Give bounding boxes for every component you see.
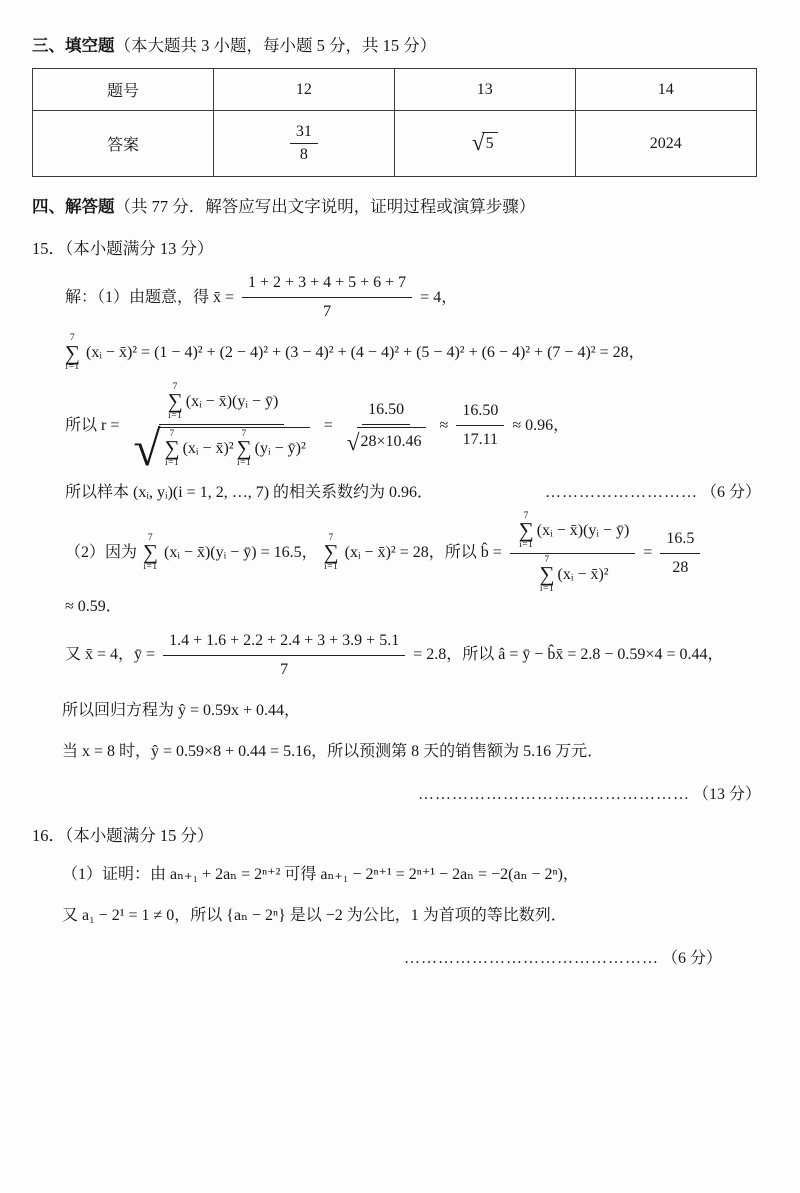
p15-line-sum-squares (62, 334, 764, 373)
cell-q12: 12 (213, 69, 394, 111)
p15-line-mean-x (62, 271, 764, 324)
cell-answer-13 (394, 111, 575, 177)
p15-regression-equation: 所以回归方程为 ŷ = 0.59x + 0.44， (62, 701, 301, 719)
fraction-denominator (531, 554, 615, 595)
p15-line-bhat (62, 512, 764, 619)
sigma-icon: ∑ (323, 540, 339, 565)
p16-proof-line1: （1）证明：由 aₙ₊₁ + 2aₙ = 2ⁿ⁺² 可得 aₙ₊₁ − 2ⁿ⁺¹ = 2ⁿ⁺¹ − 2aₙ = −2(aₙ − 2ⁿ)， (62, 865, 579, 883)
p15-prediction: 当 x = 8 时，ŷ = 0.59×8 + 0.44 = 5.16，所以预测第 8 天的销售额为 5.16 万元． (62, 743, 604, 761)
score-badge: （6 分） (700, 483, 761, 501)
section4-title: 四、解答题 (32, 197, 115, 216)
sigma-icon: ∑ (65, 340, 80, 365)
text-run: 又 x̄ = 4，ȳ = (65, 646, 156, 664)
summation-symbol (237, 430, 252, 469)
fraction-denominator (341, 425, 432, 454)
fraction-denominator: 8 (299, 146, 308, 163)
sum-lower-limit: i=1 (539, 584, 555, 595)
fraction-denominator: 17.11 (462, 431, 499, 449)
square-root (133, 421, 309, 477)
fraction (660, 527, 700, 580)
approx-sign: ≈ (439, 416, 449, 434)
expression: (xᵢ − x̄)(yᵢ − ȳ) (536, 522, 630, 540)
equals-sign: = (643, 544, 653, 562)
expression: (xᵢ − x̄)² (182, 440, 234, 458)
fraction (290, 123, 318, 164)
fraction (163, 629, 405, 682)
p15-line-mean-y (62, 629, 764, 682)
sum-upper-limit: 7 (523, 510, 529, 521)
text-run: ≈ 0.96， (512, 416, 570, 434)
fraction-numerator: 31 (290, 123, 318, 144)
radicand: 5 (482, 132, 498, 153)
fraction (242, 271, 412, 324)
text-run: = 4， (420, 288, 458, 306)
p15-line-r-formula (62, 381, 764, 477)
section3-subtitle: （本大题共 3 小题，每小题 5 分，共 15 分） (114, 36, 437, 55)
sum-lower-limit: i=1 (519, 540, 534, 551)
summation-symbol (65, 334, 80, 373)
radicand: 28×10.46 (357, 427, 426, 454)
answer-table (32, 68, 757, 177)
sum-lower-limit: i=1 (323, 562, 339, 573)
cell-question-label: 题号 (33, 69, 214, 111)
fraction-numerator: 1.4 + 1.6 + 2.2 + 2.4 + 3 + 3.9 + 5.1 (163, 629, 405, 656)
sigma-icon: ∑ (518, 518, 534, 543)
p15-conclusion1-line (62, 479, 764, 502)
fraction-numerator (159, 383, 285, 425)
dotted-leader: ………………………………………… (417, 785, 690, 803)
fraction-numerator: 16.50 (362, 398, 410, 425)
fraction-denominator (127, 421, 315, 477)
fraction (341, 398, 432, 454)
radicand (158, 427, 310, 469)
fraction-numerator: 16.50 (456, 399, 504, 426)
table-answer-row (33, 111, 757, 177)
fraction-denominator: 7 (323, 303, 332, 320)
sum-upper-limit: 7 (544, 554, 550, 565)
sum-lower-limit: i=1 (143, 562, 158, 573)
score-badge: （13 分） (692, 785, 761, 803)
cell-answer-14: 2024 (575, 111, 756, 177)
section4-subtitle: （共 77 分．解答应写出文字说明，证明过程或演算步骤） (114, 197, 536, 216)
sum-upper-limit: 7 (328, 532, 334, 543)
text-run: = 2.8，所以 â = ȳ − b̂x̄ = 2.8 − 0.59×4 = 0.44， (413, 646, 724, 664)
square-root (347, 427, 426, 454)
text-run: 所以样本 (xᵢ, yᵢ)(i = 1, 2, …, 7) 的相关系数约为 0.96． (65, 483, 434, 501)
text-run: （2）因为 (65, 544, 138, 562)
sum-upper-limit: 7 (241, 428, 247, 439)
text-run: ≈ 0.59． (65, 597, 122, 615)
expression: (xᵢ − x̄)(yᵢ − ȳ) (185, 393, 279, 411)
section3-title: 三、填空题 (32, 36, 115, 55)
expression: (xᵢ − x̄)² (557, 566, 609, 584)
p16-score-line (62, 945, 764, 968)
sum-upper-limit: 7 (169, 428, 175, 439)
expression: (xᵢ − x̄)² = 28，所以 b̂ = (344, 544, 502, 562)
dotted-leader: ……………………………………… (403, 950, 659, 968)
problem16-title: 16．（本小题满分 15 分） (32, 825, 214, 845)
sum-upper-limit: 7 (147, 532, 154, 543)
score-badge: （6 分） (661, 950, 722, 968)
summation-symbol (324, 534, 339, 573)
fraction-denominator: 7 (280, 660, 289, 678)
sigma-icon: ∑ (164, 436, 180, 461)
fraction (456, 399, 504, 452)
cell-q13: 13 (394, 69, 575, 111)
sigma-icon: ∑ (539, 562, 555, 587)
radical-icon: √ (346, 430, 360, 456)
cell-answer-12 (213, 111, 394, 177)
equals-sign: = (323, 416, 333, 434)
square-root (471, 129, 498, 156)
fraction-numerator: 1 + 2 + 3 + 4 + 5 + 6 + 7 (242, 271, 412, 298)
text-run: 所以 r = (65, 416, 120, 434)
summation-symbol (519, 512, 534, 551)
fraction-correlation (127, 381, 315, 477)
sigma-icon: ∑ (143, 540, 158, 565)
p16-proof-line2: 又 a₁ − 2¹ = 1 ≠ 0，所以 {aₙ − 2ⁿ} 是以 −2 为公比，1 为首项的等比数列． (62, 907, 567, 925)
summation-symbol (165, 430, 180, 469)
sum-upper-limit: 7 (172, 381, 178, 392)
fraction-denominator: 28 (672, 558, 689, 576)
expression: (xᵢ − x̄)² = (1 − 4)² + (2 − 4)² + (3 − 4)² + (4 − 4)² + (5 − 4)² + (6 − 4)² + (7 − 4)² = 28， (85, 344, 645, 362)
dotted-leader: ……………………… (544, 483, 698, 501)
summation-symbol (143, 534, 158, 573)
fraction-bhat (510, 512, 636, 595)
text-run: 解：（1）由题意，得 x̄ = (65, 288, 235, 306)
sum-lower-limit: i=1 (164, 458, 180, 469)
fraction-numerator (510, 512, 636, 554)
problem15-title: 15．（本小题满分 13 分） (32, 239, 214, 258)
section3-heading (32, 32, 764, 56)
section4-heading (32, 193, 764, 217)
sum-lower-limit: i=1 (65, 362, 80, 373)
summation-symbol (540, 556, 555, 595)
sum-lower-limit: i=1 (168, 411, 183, 422)
summation-symbol (168, 383, 183, 422)
sigma-icon: ∑ (236, 436, 252, 461)
sum-lower-limit: i=1 (237, 458, 252, 469)
p15-score-line (62, 781, 764, 804)
sum-upper-limit: 7 (69, 333, 76, 343)
cell-q14: 14 (575, 69, 756, 111)
sigma-icon: ∑ (167, 389, 183, 414)
expression: (yᵢ − ȳ)² (254, 440, 306, 458)
cell-answer-label: 答案 (33, 111, 214, 177)
radical-icon: √ (471, 129, 485, 156)
expression: (xᵢ − x̄)(yᵢ − ȳ) = 16.5， (164, 544, 318, 562)
radical-icon: √ (133, 421, 161, 477)
table-header-row (33, 69, 757, 111)
fraction-numerator: 16.5 (660, 527, 700, 554)
